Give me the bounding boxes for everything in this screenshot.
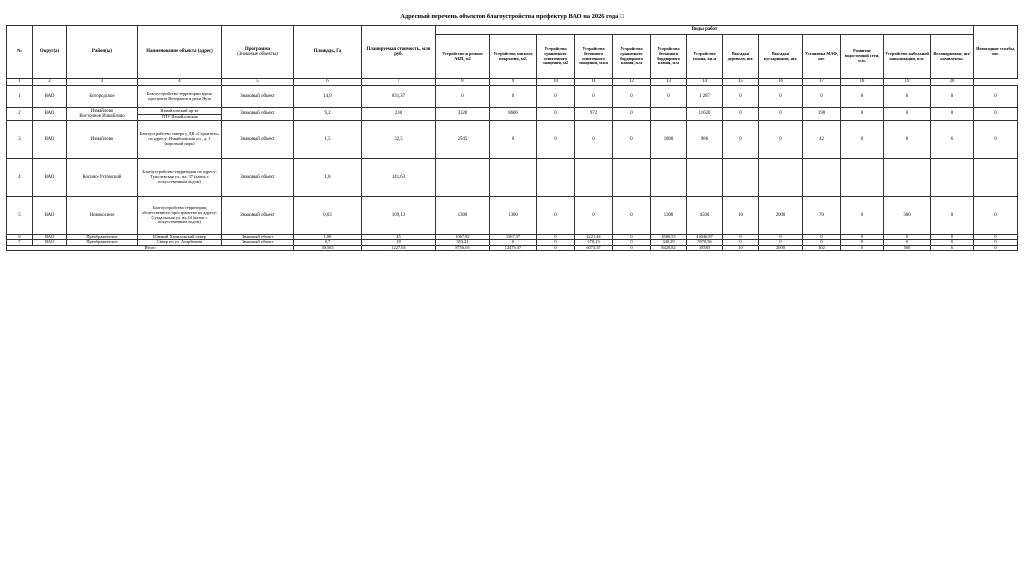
total-value: 2000 xyxy=(759,245,803,250)
cell-value: 1567,37 xyxy=(490,235,537,240)
total-label: Итого xyxy=(7,245,294,250)
col-number: 10 xyxy=(537,79,575,86)
header-w15: Высадка кустарников, шт. xyxy=(759,35,803,79)
cell-okrug: ВАО xyxy=(33,108,67,121)
header-okrug: Округ(а) xyxy=(33,26,67,79)
total-cost: 1227,63 xyxy=(362,245,436,250)
cell-rayon: Косино-Ухтомский xyxy=(67,159,138,197)
cell-num: 1 xyxy=(7,86,33,108)
cell-value: 0 xyxy=(841,121,884,159)
cell-value: 1800 xyxy=(651,121,687,159)
header-w11: Устройство гранитного бордюрного камня, п.м xyxy=(613,35,651,79)
cell-value: 2000 xyxy=(759,197,803,235)
cell-okrug: ВАО xyxy=(33,235,67,240)
total-value: 6073,57 xyxy=(575,245,613,250)
header-w14: Высадка деревьев, шт. xyxy=(723,35,759,79)
col-number: 12 xyxy=(613,79,651,86)
header-w20: Новогодние столбы, шт. xyxy=(974,26,1018,79)
cell-value: 0 xyxy=(841,197,884,235)
header-w19: Велопарковки, шт/комплекты. xyxy=(931,35,974,79)
cell-value: 0 xyxy=(613,86,651,108)
cell-num: 7 xyxy=(7,240,33,245)
cell-value: 4221,44 xyxy=(575,235,613,240)
cell-object: Благоустройство сквера у ДК «Строитель» по адресу: Измайловская пл., д. 1 (короткий парк) xyxy=(138,121,222,159)
cell-value: 0 xyxy=(575,121,613,159)
col-number: 6 xyxy=(294,79,362,86)
cell-value: 5970,56 xyxy=(687,240,723,245)
cell-cost: 631,37 xyxy=(362,86,436,108)
header-object: Наименование объекта (адрес) xyxy=(138,26,222,79)
cell-value xyxy=(841,159,884,197)
header-w16: Установка МАФ, шт. xyxy=(803,35,841,79)
cell-object: Благоустройство территории общественного пространства по адресу: Суздальская ул. вл.44 (каток с искусственным льдом) xyxy=(138,197,222,235)
col-number: 5 xyxy=(222,79,294,86)
cell-area: 1,8 xyxy=(294,159,362,197)
cell-value: 1300 xyxy=(651,197,687,235)
cell-value: 353,21 xyxy=(436,240,490,245)
header-w10: Устройство бетонного плиточного мощения, м.кв xyxy=(575,35,613,79)
col-number: 4 xyxy=(138,79,222,86)
cell-value: 0 xyxy=(931,108,974,121)
header-program xyxy=(222,26,294,79)
cell-value: 0 xyxy=(613,121,651,159)
cell-value: 0 xyxy=(931,197,974,235)
cell-area: 14,9 xyxy=(294,86,362,108)
cell-value: 300 xyxy=(884,197,931,235)
cell-value xyxy=(436,159,490,197)
cell-area: 0,63 xyxy=(294,197,362,235)
cell-cost: 32,5 xyxy=(362,121,436,159)
cell-value: 0 xyxy=(803,86,841,108)
cell-value: 0 xyxy=(436,86,490,108)
document-title: Адресный перечень объектов благоустройства префектур ВАО на 2026 года □ xyxy=(400,13,624,20)
cell-object: Южный Хапиловский сквер xyxy=(138,235,222,240)
cell-cost: 45 xyxy=(362,235,436,240)
cell-value: 1300 xyxy=(490,197,537,235)
cell-value: 0 xyxy=(759,108,803,121)
cell-value xyxy=(723,159,759,197)
cell-value: 0 xyxy=(884,108,931,121)
cell-value: 0 xyxy=(759,235,803,240)
cell-value: 0 xyxy=(723,108,759,121)
cell-program: Знаковый объект xyxy=(222,159,294,197)
total-value: 0 xyxy=(613,245,651,250)
table-row xyxy=(7,197,1018,235)
cell-value: 0 xyxy=(884,235,931,240)
header-program-sub: (Знаковые объекты) xyxy=(237,52,278,57)
cell-value: 8606 xyxy=(490,108,537,121)
cell-rayon: Преображенское xyxy=(67,235,138,240)
cell-rayon: Богородское xyxy=(67,86,138,108)
cell-value: 986 xyxy=(687,121,723,159)
cell-area: 0,7 xyxy=(294,240,362,245)
cell-object: Благоустройство территории по адресу: Туполевская ул., вл. 37 (каток с искусственным льдом) xyxy=(138,159,222,197)
cell-value: 0 xyxy=(931,235,974,240)
total-value: 10 xyxy=(723,245,759,250)
total-value: 8756,03 xyxy=(436,245,490,250)
cell-value: 4500 xyxy=(687,197,723,235)
cell-value: 0 xyxy=(974,121,1018,159)
cell-value: 0 xyxy=(613,235,651,240)
header-num: № xyxy=(7,26,33,79)
total-row xyxy=(7,245,1018,250)
cell-value: 70 xyxy=(803,197,841,235)
cell-rayon: Преображенское xyxy=(67,240,138,245)
cell-value: 0 xyxy=(613,197,651,235)
cell-num: 5 xyxy=(7,197,33,235)
cell-value xyxy=(537,159,575,197)
header-w18: Устройство кабельной канализации, п.м. xyxy=(884,35,931,79)
cell-value: 0 xyxy=(490,86,537,108)
col-number: 17 xyxy=(803,79,841,86)
header-works: Виды работ xyxy=(436,26,974,35)
cell-cost: 109,13 xyxy=(362,197,436,235)
header-w7: Устройство и ремонт АБП, м2 xyxy=(436,35,490,79)
cell-value: 0 xyxy=(841,86,884,108)
col-number: 20 xyxy=(931,79,974,86)
total-value: 12473,37 xyxy=(490,245,537,250)
cell-num: 3 xyxy=(7,121,33,159)
cell-value xyxy=(613,159,651,197)
cell-value: 0 xyxy=(841,235,884,240)
cell-value: 44046,87 xyxy=(687,235,723,240)
header-w12: Устройство бетонного бордюрного камня, п.м xyxy=(651,35,687,79)
cell-object: Сквер по ул. Атарбекова xyxy=(138,240,222,245)
cell-area: 1,5 xyxy=(294,121,362,159)
cell-value xyxy=(687,159,723,197)
cell-object-a: Измайловский пр-кт xyxy=(160,107,199,113)
cell-okrug: ВАО xyxy=(33,121,67,159)
cell-value: 0 xyxy=(974,240,1018,245)
cell-value: 0 xyxy=(841,240,884,245)
cell-value: 0 xyxy=(537,108,575,121)
cell-value: 0 xyxy=(974,108,1018,121)
total-area: 30,565 xyxy=(294,245,362,250)
cell-value: 0 xyxy=(759,86,803,108)
cell-value: 1 287 xyxy=(687,86,723,108)
total-value: 18383 xyxy=(687,245,723,250)
header-program-label: Программа xyxy=(245,46,270,52)
cell-value: 0 xyxy=(759,121,803,159)
cell-value xyxy=(974,159,1018,197)
cell-rayon: Новокосино xyxy=(67,197,138,235)
total-value: 0 xyxy=(537,245,575,250)
cell-value xyxy=(490,159,537,197)
cell-value: 0 xyxy=(931,240,974,245)
cell-cost: 18 xyxy=(362,240,436,245)
cell-value: 0 xyxy=(841,108,884,121)
table-row xyxy=(7,121,1018,159)
table-row xyxy=(7,86,1018,108)
col-number: 1 xyxy=(7,79,33,86)
cell-object xyxy=(138,108,222,121)
cell-value: 0 xyxy=(575,86,613,108)
cell-value: 11620 xyxy=(687,108,723,121)
cell-value: 0 xyxy=(974,86,1018,108)
cell-value: 340,29 xyxy=(651,240,687,245)
cell-value: 42 xyxy=(803,121,841,159)
total-value: 0 xyxy=(841,245,884,250)
cell-value: 0 xyxy=(537,197,575,235)
cell-value: 0 xyxy=(490,240,537,245)
col-number: 11 xyxy=(575,79,613,86)
table-row xyxy=(7,159,1018,197)
cell-value: 0 xyxy=(974,235,1018,240)
col-number: 2 xyxy=(33,79,67,86)
total-value: 6 xyxy=(931,245,974,250)
cell-area: 1,80 xyxy=(294,235,362,240)
header-cost: Планируемая стоимость, млн руб. xyxy=(362,26,436,79)
cell-value: 0 xyxy=(490,121,537,159)
cell-num: 4 xyxy=(7,159,33,197)
cell-program: Знаковый объект xyxy=(222,197,294,235)
col-number: 13 xyxy=(651,79,687,86)
cell-value: 0 xyxy=(723,86,759,108)
cell-value: 0 xyxy=(613,240,651,245)
cell-value xyxy=(651,108,687,121)
cell-object-b: ТПУ Измайловская xyxy=(138,114,221,120)
cell-value xyxy=(575,159,613,197)
col-number: 19 xyxy=(884,79,931,86)
cell-value: 972 xyxy=(575,108,613,121)
cell-value: 0 xyxy=(613,108,651,121)
cell-value: 0 xyxy=(723,240,759,245)
header-w17: Развитие водосточной сети, п.м. xyxy=(841,35,884,79)
cell-program: Знаковый объект xyxy=(222,240,294,245)
cell-value: 0 xyxy=(759,240,803,245)
header-w13: Устройство газона, кв.м xyxy=(687,35,723,79)
col-number: 18 xyxy=(841,79,884,86)
cell-okrug: ВАО xyxy=(33,159,67,197)
cell-rayon-a: Измайлово xyxy=(90,108,114,114)
cell-value xyxy=(884,159,931,197)
header-rayon: Район(ы) xyxy=(67,26,138,79)
cell-program: Знаковый объект xyxy=(222,235,294,240)
cell-okrug: ВАО xyxy=(33,197,67,235)
cell-object: Благоустройство территории вдоль проспекта Ветеранов и реки Яуза xyxy=(138,86,222,108)
header-w8: Устройство мягкого покрытия, м2. xyxy=(490,35,537,79)
cell-value: 0 xyxy=(723,121,759,159)
cell-value: 0 xyxy=(884,240,931,245)
cell-value: 190 xyxy=(803,108,841,121)
col-number: 16 xyxy=(759,79,803,86)
cell-value: 3320 xyxy=(436,108,490,121)
cell-value: 0 xyxy=(575,197,613,235)
cell-value: 0 xyxy=(884,86,931,108)
cell-value xyxy=(651,159,687,197)
cell-value: 4580,53 xyxy=(651,235,687,240)
cell-value: 0 xyxy=(974,197,1018,235)
address-list-table xyxy=(6,25,1018,251)
cell-value: 0 xyxy=(803,240,841,245)
column-numbers-row xyxy=(7,79,1018,86)
cell-cost: 230 xyxy=(362,108,436,121)
cell-rayon-b: Восточное Измайлово xyxy=(79,114,125,119)
cell-value xyxy=(931,159,974,197)
col-number: 14 xyxy=(687,79,723,86)
col-number: 9 xyxy=(490,79,537,86)
total-value: 0 xyxy=(974,245,1018,250)
cell-value: 0 xyxy=(537,121,575,159)
cell-value xyxy=(759,159,803,197)
total-value: 302 xyxy=(803,245,841,250)
cell-okrug: ВАО xyxy=(33,86,67,108)
cell-value xyxy=(803,159,841,197)
cell-value: 0 xyxy=(537,235,575,240)
col-number: 8 xyxy=(436,79,490,86)
cell-value: 10 xyxy=(723,197,759,235)
cell-num: 2 xyxy=(7,108,33,121)
cell-value: 0 xyxy=(723,235,759,240)
col-number: 7 xyxy=(362,79,436,86)
cell-value: 0 xyxy=(803,235,841,240)
header-area: Площадь, Га xyxy=(294,26,362,79)
total-value: 8420,82 xyxy=(651,245,687,250)
cell-value: 0 xyxy=(884,121,931,159)
cell-area: 9,2 xyxy=(294,108,362,121)
cell-okrug: ВАО xyxy=(33,240,67,245)
cell-value: 0 xyxy=(537,240,575,245)
total-value: 500 xyxy=(884,245,931,250)
header-w9: Устройство гранитного плиточного мощения, м2 xyxy=(537,35,575,79)
cell-value: 0 xyxy=(931,86,974,108)
cell-value: 2545 xyxy=(436,121,490,159)
cell-program: Знаковый объект xyxy=(222,86,294,108)
cell-value: 1300 xyxy=(436,197,490,235)
cell-num: 6 xyxy=(7,235,33,240)
cell-value: 570,13 xyxy=(575,240,613,245)
cell-value: 6 xyxy=(931,121,974,159)
cell-program: Знаковый объект xyxy=(222,108,294,121)
table-row xyxy=(7,108,1018,121)
col-number: 3 xyxy=(67,79,138,86)
col-number: 15 xyxy=(723,79,759,86)
cell-rayon: Измайлово xyxy=(67,121,138,159)
cell-value: 0 xyxy=(651,86,687,108)
cell-value: 1067,82 xyxy=(436,235,490,240)
cell-rayon xyxy=(67,108,138,121)
cell-program: Знаковый объект xyxy=(222,121,294,159)
cell-value: 0 xyxy=(537,86,575,108)
cell-cost: 141,63 xyxy=(362,159,436,197)
